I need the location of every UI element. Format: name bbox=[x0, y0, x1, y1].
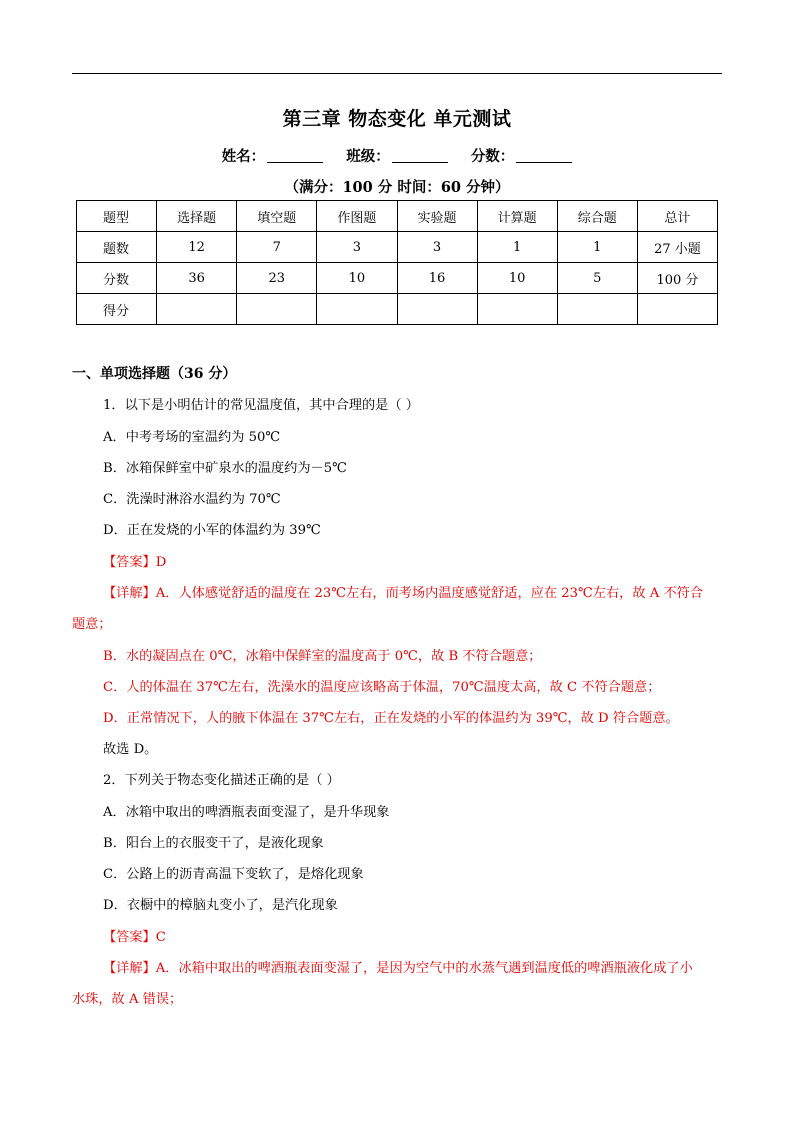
option-a: A．中考考场的室温约为 50℃ bbox=[103, 430, 281, 445]
score-entry-cell[interactable] bbox=[317, 294, 397, 325]
name-field: 姓名： bbox=[222, 145, 324, 166]
table-cell: 3 bbox=[397, 232, 477, 263]
question-stem: 2．下列关于物态变化描述正确的是（ ） bbox=[103, 773, 340, 788]
explanation-line: 水珠，故 A 错误； bbox=[72, 992, 183, 1007]
table-cell: 1 bbox=[477, 232, 557, 263]
option-a: A．冰箱中取出的啤酒瓶表面变湿了，是升华现象 bbox=[103, 805, 390, 820]
option-b: B．阳台上的衣服变干了，是液化现象 bbox=[103, 836, 324, 851]
table-row-header bbox=[77, 201, 718, 232]
score-entry-cell[interactable] bbox=[237, 294, 317, 325]
table-cell: 总计 bbox=[637, 201, 717, 232]
name-blank[interactable] bbox=[267, 147, 323, 163]
table-cell: 1 bbox=[557, 232, 637, 263]
table-cell: 23 bbox=[237, 263, 317, 294]
header-rule bbox=[72, 73, 722, 74]
table-cell: 12 bbox=[157, 232, 237, 263]
table-row bbox=[77, 263, 718, 294]
explanation-line: 题意； bbox=[72, 617, 112, 632]
conclusion-line: 故选 D。 bbox=[103, 742, 158, 757]
score-table bbox=[76, 200, 718, 325]
explanation-line: B．水的凝固点在 0℃，冰箱中保鲜室的温度高于 0℃，故 B 不符合题意； bbox=[103, 649, 542, 664]
explanation-line: C．人的体温在 37℃左右，洗澡水的温度应该略高于体温，70℃温度太高，故 C 不符合题意； bbox=[103, 680, 661, 695]
score-entry-cell[interactable] bbox=[397, 294, 477, 325]
page-title: 第三章 物态变化 单元测试 bbox=[282, 108, 512, 130]
table-cell: 16 bbox=[397, 263, 477, 294]
score-entry-cell[interactable] bbox=[477, 294, 557, 325]
table-row bbox=[77, 232, 718, 263]
class-blank[interactable] bbox=[392, 147, 448, 163]
table-cell: 100 分 bbox=[637, 263, 717, 294]
table-cell: 27 小题 bbox=[637, 232, 717, 263]
answer-label: 【答案】D bbox=[103, 555, 167, 570]
table-cell: 分数 bbox=[77, 263, 157, 294]
table-cell: 题数 bbox=[77, 232, 157, 263]
explanation-line: 【详解】A．冰箱中取出的啤酒瓶表面变湿了，是因为空气中的水蒸气遇到温度低的啤酒瓶液化成了小 bbox=[103, 961, 693, 976]
table-cell: 填空题 bbox=[237, 201, 317, 232]
student-info-fields bbox=[0, 145, 794, 166]
exam-meta: （满分：100 分 时间：60 分钟） bbox=[284, 179, 510, 196]
explanation-line: D．正常情况下，人的腋下体温在 37℃左右，正在发烧的小军的体温约为 39℃，故 D 符合题意。 bbox=[103, 711, 679, 726]
table-cell: 5 bbox=[557, 263, 637, 294]
table-cell: 36 bbox=[157, 263, 237, 294]
option-d: D．衣橱中的樟脑丸变小了，是汽化现象 bbox=[103, 898, 338, 913]
table-cell: 10 bbox=[317, 263, 397, 294]
option-c: C．公路上的沥青高温下变软了，是熔化现象 bbox=[103, 867, 364, 882]
table-cell: 得分 bbox=[77, 294, 157, 325]
option-b: B．冰箱保鲜室中矿泉水的温度约为－5℃ bbox=[103, 461, 347, 476]
score-blank[interactable] bbox=[516, 147, 572, 163]
table-cell: 3 bbox=[317, 232, 397, 263]
table-cell: 题型 bbox=[77, 201, 157, 232]
question-stem: 1．以下是小明估计的常见温度值，其中合理的是（ ） bbox=[103, 398, 419, 413]
table-cell: 实验题 bbox=[397, 201, 477, 232]
score-field: 分数： bbox=[471, 145, 573, 166]
option-d: D．正在发烧的小军的体温约为 39℃ bbox=[103, 523, 321, 538]
section-heading: 一、单项选择题（36 分） bbox=[72, 366, 237, 382]
table-cell: 计算题 bbox=[477, 201, 557, 232]
answer-label: 【答案】C bbox=[103, 930, 166, 945]
option-c: C．洗澡时淋浴水温约为 70℃ bbox=[103, 492, 281, 507]
explanation-line: 【详解】A．人体感觉舒适的温度在 23℃左右，而考场内温度感觉舒适，应在 23℃左右，故 A 不符合 bbox=[103, 586, 704, 601]
table-cell: 10 bbox=[477, 263, 557, 294]
table-row bbox=[77, 294, 718, 325]
table-cell: 选择题 bbox=[157, 201, 237, 232]
table-cell: 综合题 bbox=[557, 201, 637, 232]
table-cell: 7 bbox=[237, 232, 317, 263]
table-cell: 作图题 bbox=[317, 201, 397, 232]
score-entry-cell[interactable] bbox=[557, 294, 637, 325]
score-entry-cell[interactable] bbox=[157, 294, 237, 325]
class-field: 班级： bbox=[346, 145, 448, 166]
score-entry-cell[interactable] bbox=[637, 294, 717, 325]
